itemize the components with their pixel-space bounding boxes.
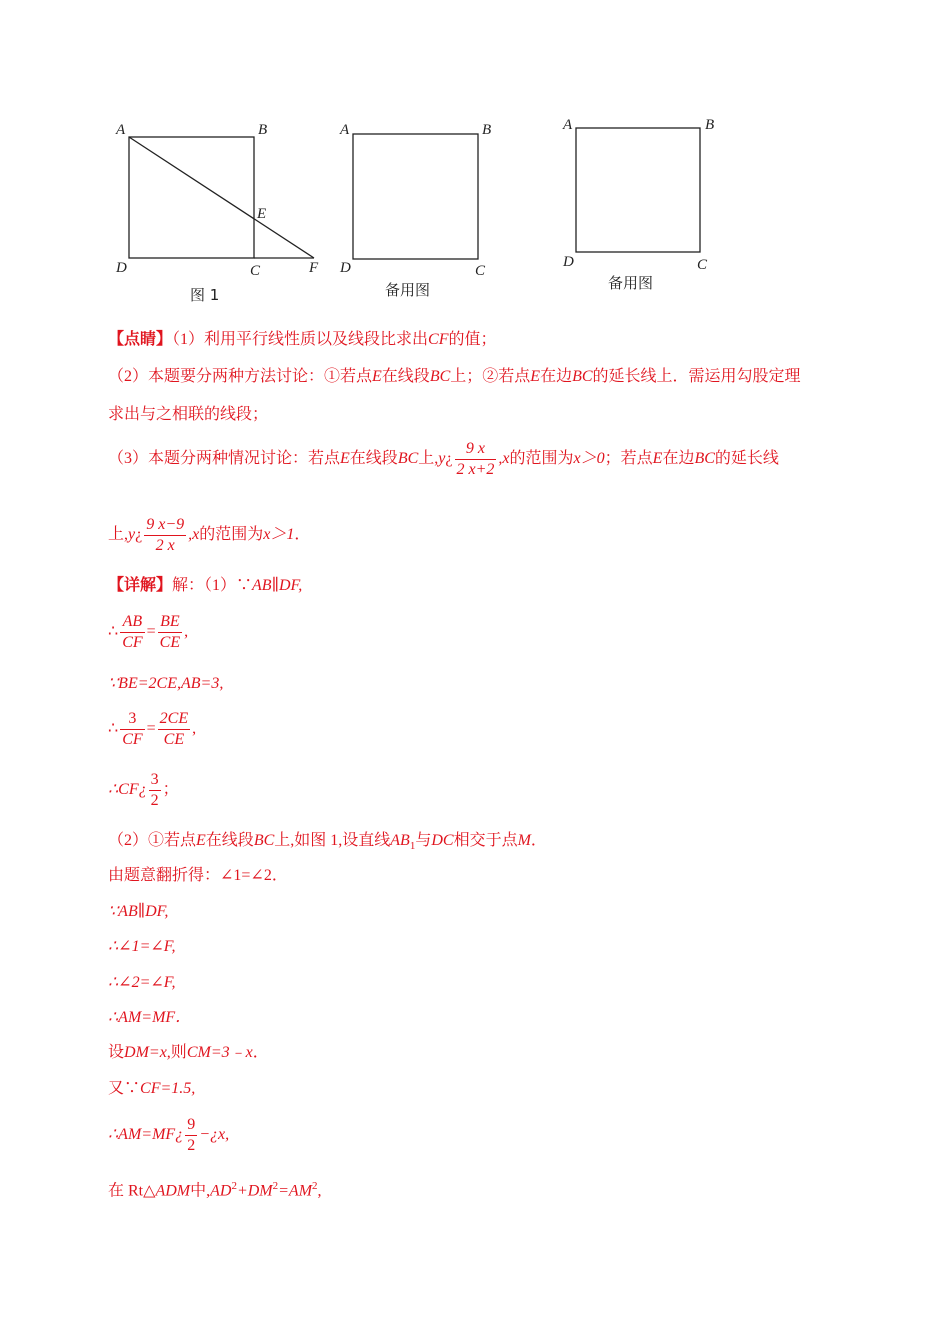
var: M <box>517 832 531 849</box>
denominator: 2 <box>150 792 159 809</box>
xiangjie-line-1 <box>108 576 302 596</box>
dianjing-tag: 【点睛】 <box>108 331 173 348</box>
numerator: 2CE <box>158 709 190 730</box>
text: , <box>184 623 189 641</box>
xiangjie-step-12 <box>108 1079 195 1099</box>
fig3-square <box>576 128 700 252</box>
xiangjie-step-6: 由题意翻折得：∠1=∠2． <box>108 867 288 884</box>
math: ∴AM=MF¿ <box>108 1126 184 1144</box>
text: 的值； <box>448 331 497 348</box>
fig1-square <box>129 137 254 258</box>
text: 在 Rt△ <box>108 1182 156 1200</box>
fig3-caption: 备用图 <box>608 274 654 292</box>
math: +DM <box>236 1182 273 1200</box>
fraction <box>185 1115 197 1156</box>
text: （3）本题分两种情况讨论：若点 <box>108 450 341 468</box>
math: CM=3﹣x <box>186 1044 253 1061</box>
var: DC <box>431 832 454 849</box>
xiangjie-step-14 <box>108 1176 322 1201</box>
text: ；若点 <box>604 450 653 468</box>
var: E <box>530 368 541 385</box>
text: 解：（1）∵ <box>172 577 253 594</box>
var: E <box>372 368 382 385</box>
text: 在边 <box>662 450 695 468</box>
geometry-figures <box>0 0 950 320</box>
fraction <box>149 770 161 811</box>
dianjing-line-5 <box>108 515 310 556</box>
fraction <box>158 709 190 750</box>
text: 在线段 <box>381 368 430 385</box>
fig1-label-E: E <box>257 206 267 222</box>
denominator: CF <box>122 634 143 651</box>
numerator: 9 <box>185 1115 197 1136</box>
xiangjie-tag: 【详解】 <box>108 577 173 594</box>
xiangjie-step-13 <box>108 1115 229 1156</box>
math: CF=1.5, <box>140 1080 196 1097</box>
denominator: 2 <box>187 1137 196 1154</box>
text: 的范围为 <box>199 526 264 544</box>
text: 上, <box>108 526 129 544</box>
xiangjie-step-11 <box>108 1043 269 1063</box>
text: ． <box>530 832 547 849</box>
fig2-label-D: D <box>340 260 351 276</box>
var: BC <box>429 368 451 385</box>
text: 在线段 <box>205 832 254 849</box>
math: =AM <box>278 1182 313 1200</box>
numerator: BE <box>158 612 182 633</box>
text: 在线段 <box>349 450 398 468</box>
fig2-label-B: B <box>482 122 492 138</box>
var: E <box>652 450 663 468</box>
text: （2）①若点 <box>108 832 197 849</box>
superscript: 2 <box>272 1180 279 1192</box>
var: x＞1 <box>263 526 295 544</box>
fig1-label-F: F <box>309 260 319 276</box>
math: ∴CF¿ <box>108 781 147 799</box>
equals: = <box>146 623 156 641</box>
xiangjie-step-4 <box>108 770 179 811</box>
text: ¿ <box>445 450 453 468</box>
dianjing-line-2 <box>108 367 801 387</box>
dianjing-line-3 <box>108 405 268 425</box>
var: BC <box>572 368 593 385</box>
figure-1 <box>129 137 314 258</box>
fig3-label-C: C <box>697 257 708 273</box>
figure-2 <box>353 134 478 259</box>
fig1-label-A: A <box>116 122 126 138</box>
subscript: 1 <box>409 840 416 853</box>
dianjing-line-4 <box>108 439 779 480</box>
text: 求出与之相联的线段； <box>108 406 269 423</box>
var: E <box>196 832 206 849</box>
text: （1）利用平行线性质以及线段比求出 <box>172 331 429 348</box>
numerator: 9 x−9 <box>144 515 186 536</box>
text: ． <box>252 1044 269 1061</box>
xiangjie-step-3 <box>108 709 196 750</box>
fig3-label-A: A <box>563 117 573 133</box>
figure-3 <box>576 128 700 252</box>
numerator: 3 <box>149 770 161 791</box>
fraction <box>455 439 497 480</box>
var: AB <box>390 832 410 849</box>
xiangjie-step-10: ∴AM=MF． <box>108 1009 192 1026</box>
fig1-caption: 图 1 <box>190 286 220 304</box>
xiangjie-step-2: ∵BE=2CE,AB=3, <box>108 675 224 692</box>
xiangjie-step-1 <box>108 612 188 653</box>
numerator: 9 x <box>455 439 497 460</box>
denominator: CE <box>163 731 185 748</box>
var: x＞0 <box>573 450 605 468</box>
text: , <box>317 1182 322 1200</box>
text: 设 <box>108 1044 125 1061</box>
fig1-label-B: B <box>258 122 268 138</box>
denominator: 2 x <box>155 537 175 554</box>
math: −¿x, <box>199 1126 230 1144</box>
var: BC <box>694 450 715 468</box>
var: E <box>340 450 350 468</box>
text: 相交于点 <box>453 832 518 849</box>
text: 在边 <box>540 368 573 385</box>
xiangjie-step-9: ∴∠2=∠F, <box>108 974 176 991</box>
text: 的范围为 <box>509 450 574 468</box>
denominator: CF <box>122 731 143 748</box>
numerator: 3 <box>120 709 144 730</box>
var: ,x <box>188 526 200 544</box>
fig3-label-B: B <box>705 117 715 133</box>
therefore: ∴ <box>108 720 119 738</box>
var: ADM <box>155 1182 191 1200</box>
text: ． <box>294 526 311 544</box>
text: 的延长线 <box>714 450 779 468</box>
text: 上,如图 1,设直线 <box>274 832 391 849</box>
text: 又∵ <box>108 1080 141 1097</box>
fig3-label-D: D <box>563 254 574 270</box>
fig2-label-C: C <box>475 263 486 279</box>
xiangjie-step-5 <box>108 831 547 856</box>
text: , <box>192 720 197 738</box>
xiangjie-step-8: ∴∠1=∠F, <box>108 938 176 955</box>
text: 的延长线上．需运用勾股定理 <box>592 368 801 385</box>
fraction <box>144 515 186 556</box>
text: 中, <box>190 1182 211 1200</box>
var: ,x <box>498 450 510 468</box>
numerator: AB <box>120 612 144 633</box>
var: BC <box>253 832 275 849</box>
xiangjie-step-7: ∵AB∥DF, <box>108 903 169 920</box>
fig2-label-A: A <box>340 122 350 138</box>
superscript: 2 <box>312 1180 318 1192</box>
fraction <box>120 612 144 653</box>
dianjing-line-1 <box>108 330 497 350</box>
text: （2）本题要分两种方法讨论：①若点 <box>108 368 373 385</box>
var: AD <box>210 1182 232 1200</box>
text: ； <box>162 781 179 799</box>
superscript: 2 <box>231 1180 237 1192</box>
fraction <box>158 612 182 653</box>
equals: = <box>146 720 156 738</box>
var: y <box>438 450 446 468</box>
denominator: 2 x+2 <box>456 461 495 478</box>
fig1-line-AF <box>129 137 314 258</box>
text: ¿ <box>135 526 143 544</box>
var: BC <box>397 450 419 468</box>
math: DM=x, <box>124 1044 171 1061</box>
text: 上, <box>418 450 439 468</box>
fig1-label-C: C <box>250 263 261 279</box>
fig2-caption: 备用图 <box>385 281 431 299</box>
text: 上；②若点 <box>450 368 531 385</box>
var: CF <box>428 331 449 348</box>
text: 与 <box>415 832 432 849</box>
var: y <box>128 526 136 544</box>
denominator: CE <box>159 634 181 651</box>
fraction <box>120 709 144 750</box>
text: 则 <box>170 1044 187 1061</box>
therefore: ∴ <box>108 623 119 641</box>
fig1-label-D: D <box>116 260 127 276</box>
fig2-square <box>353 134 478 259</box>
figures-svg <box>0 0 950 320</box>
math: AB∥DF, <box>252 577 303 594</box>
